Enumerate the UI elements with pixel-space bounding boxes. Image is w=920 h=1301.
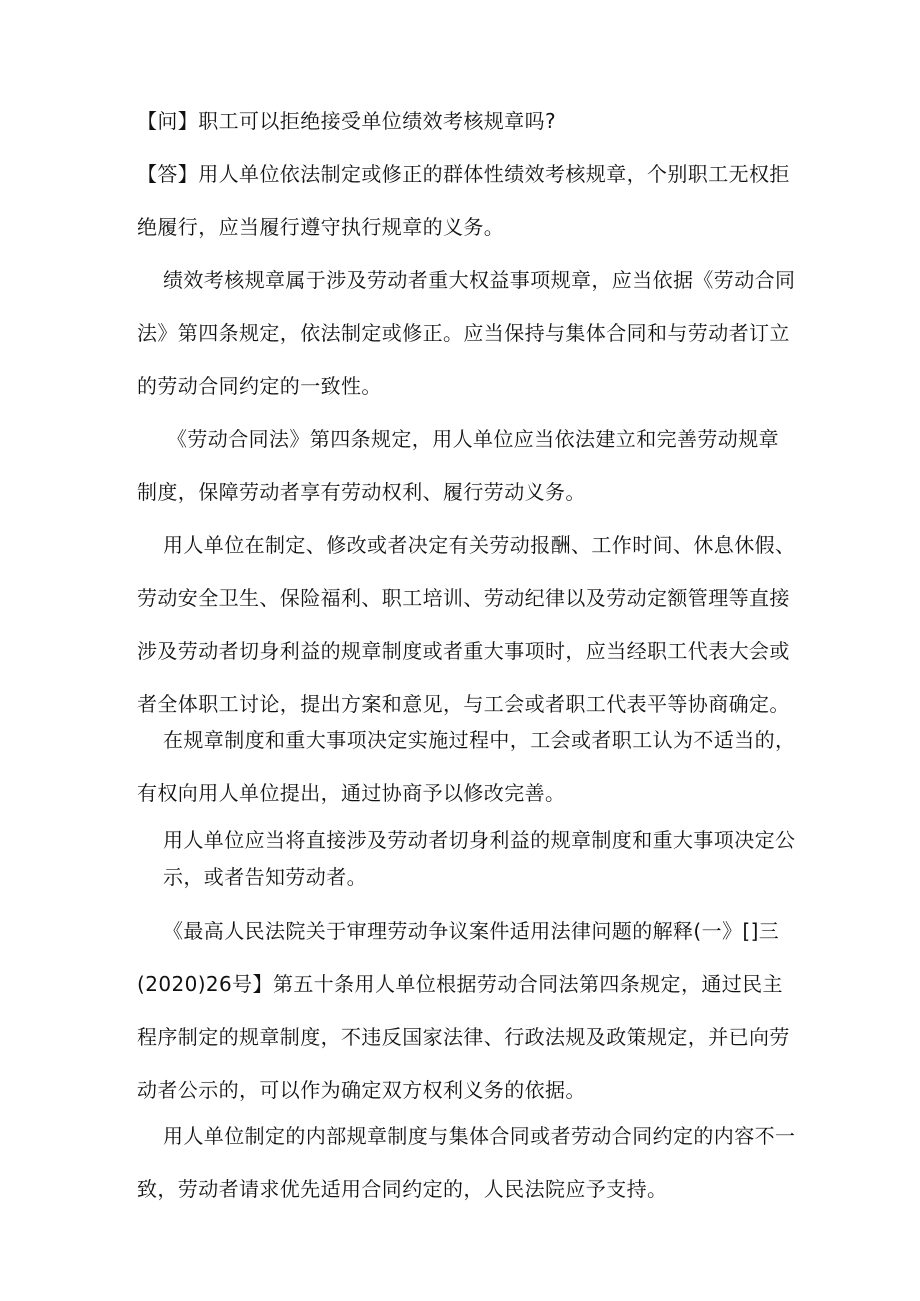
answer-paragraph: 【答】用人单位依法制定或修正的群体性绩效考核规章，个别职工无权拒绝履行，应当履行遵守执行规章的义务。 xyxy=(137,162,790,239)
body-paragraph-2: 《劳动合同法》第四条规定，用人单位应当依法建立和完善劳动规章制度，保障劳动者享有劳动权利、履行劳动义务。 xyxy=(137,427,779,504)
body-paragraph-4: 在规章制度和重大事项决定实施过程中，工会或者职工认为不适当的，有权向用人单位提出，通过协商予以修改完善。 xyxy=(137,728,796,805)
body-paragraph-5: 用人单位应当将直接涉及劳动者切身利益的规章制度和重大事项决定公示，或者告知劳动者。 xyxy=(163,828,796,889)
body-paragraph-6: 《最高人民法院关于审理劳动争议案件适用法律问题的解释(一》[]三(2020)26号】第五十条用人单位根据劳动合同法第四条规定，通过民主程序制定的规章制度，不违反国家法律、行政法规及政策规定，并已向劳动者公示的，可以作为确定双方权利义务的依据。 xyxy=(137,919,790,1102)
body-paragraph-7: 用人单位制定的内部规章制度与集体合同或者劳动合同约定的内容不一致，劳动者请求优先适用合同约定的，人民法院应予支持。 xyxy=(137,1124,796,1201)
body-paragraph-3: 用人单位在制定、修改或者决定有关劳动报酬、工作时间、休息休假、劳动安全卫生、保险福利、职工培训、劳动纪律以及劳动定额管理等直接涉及劳动者切身利益的规章制度或者重大事项时，应当经职工代表大会或者全体职工讨论，提出方案和意见，与工会或者职工代表平等协商确定。 xyxy=(137,533,796,716)
question-paragraph: 【问】职工可以拒绝接受单位绩效考核规章吗? xyxy=(137,109,557,133)
body-paragraph-1: 绩效考核规章属于涉及劳动者重大权益事项规章，应当依据《劳动合同法》第四条规定，依法制定或修正。应当保持与集体合同和与劳动者订立的劳动合同约定的一致性。 xyxy=(137,268,796,398)
